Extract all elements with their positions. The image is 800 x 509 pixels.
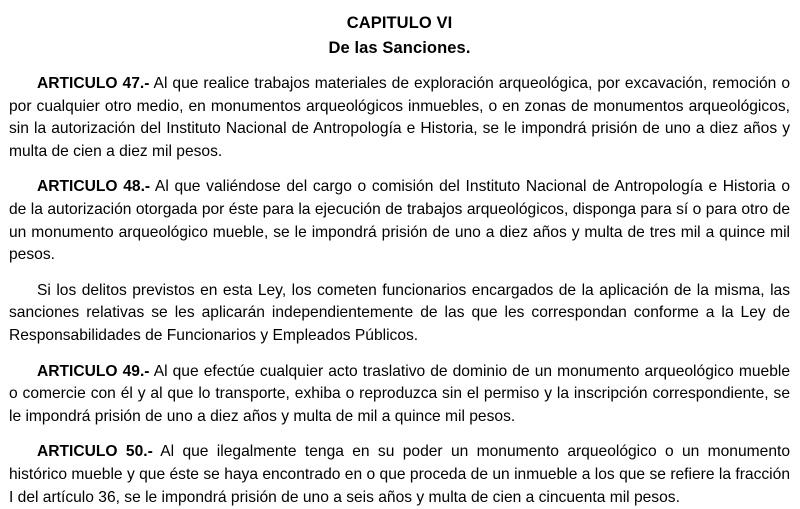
article-text-47: Al que realice trabajos materiales de exploración arqueológica, por excavación, remoción o por cualquier otro medio, en monumentos arqueológicos inmuebles, o en zonas de monumentos arqueológicos, sin la autorización del Instituto Nacional de Antropología e Historia, se le impondrá prisión de uno a diez años y multa de cien a diez mil pesos. bbox=[9, 75, 790, 160]
paragraph-articulo-48 bbox=[9, 176, 790, 266]
article-text-49: Al que efectúe cualquier acto traslativo de dominio de un monumento arqueológico mueble o comercie con él y al que lo transporte, exhiba o reproduzca sin el permiso y la inscripción correspondiente, se le impondrá prisión de uno a diez años y multa de mil a quince mil pesos. bbox=[9, 362, 790, 425]
paragraph-funcionarios bbox=[9, 280, 790, 348]
article-text-50: Al que ilegalmente tenga en su poder un monumento arqueológico o un monumento histórico mueble y que éste se haya encontrado en o que proceda de un inmueble a los que se refiere la fracción I del artículo 36, se le impondrá prisión de uno a seis años y multa de cien a cincuenta mil pesos. bbox=[9, 443, 790, 506]
paragraph-articulo-50 bbox=[9, 441, 790, 509]
chapter-title: De las Sanciones. bbox=[328, 39, 471, 57]
article-label-48: ARTICULO 48.- bbox=[37, 178, 151, 196]
article-label-50: ARTICULO 50.- bbox=[37, 443, 153, 461]
paragraph-articulo-49 bbox=[9, 361, 790, 429]
chapter-heading bbox=[9, 11, 790, 61]
document-body bbox=[9, 73, 790, 509]
article-label-49: ARTICULO 49.- bbox=[37, 362, 150, 380]
chapter-number: CAPITULO VI bbox=[346, 14, 453, 32]
article-text-48: Al que valiéndose del cargo o comisión del Instituto Nacional de Antropología e Historia o de la autorización otorgada por éste para la ejecución de trabajos arqueológicos, disponga para sí o para otro de un monumento arqueológico mueble, se le impondrá prisión de uno a diez años y multa de tres mil a quince mil pesos. bbox=[9, 178, 790, 264]
article-text-funcionarios: Si los delitos previstos en esta Ley, los cometen funcionarios encargados de la aplicación de la misma, las sanciones relativas se les aplicarán independientemente de las que les correspondan conforme a la Ley de Responsabilidades de Funcionarios y Empleados Públicos. bbox=[9, 281, 790, 344]
paragraph-articulo-47 bbox=[9, 73, 790, 163]
article-label-47: ARTICULO 47.- bbox=[37, 75, 150, 92]
